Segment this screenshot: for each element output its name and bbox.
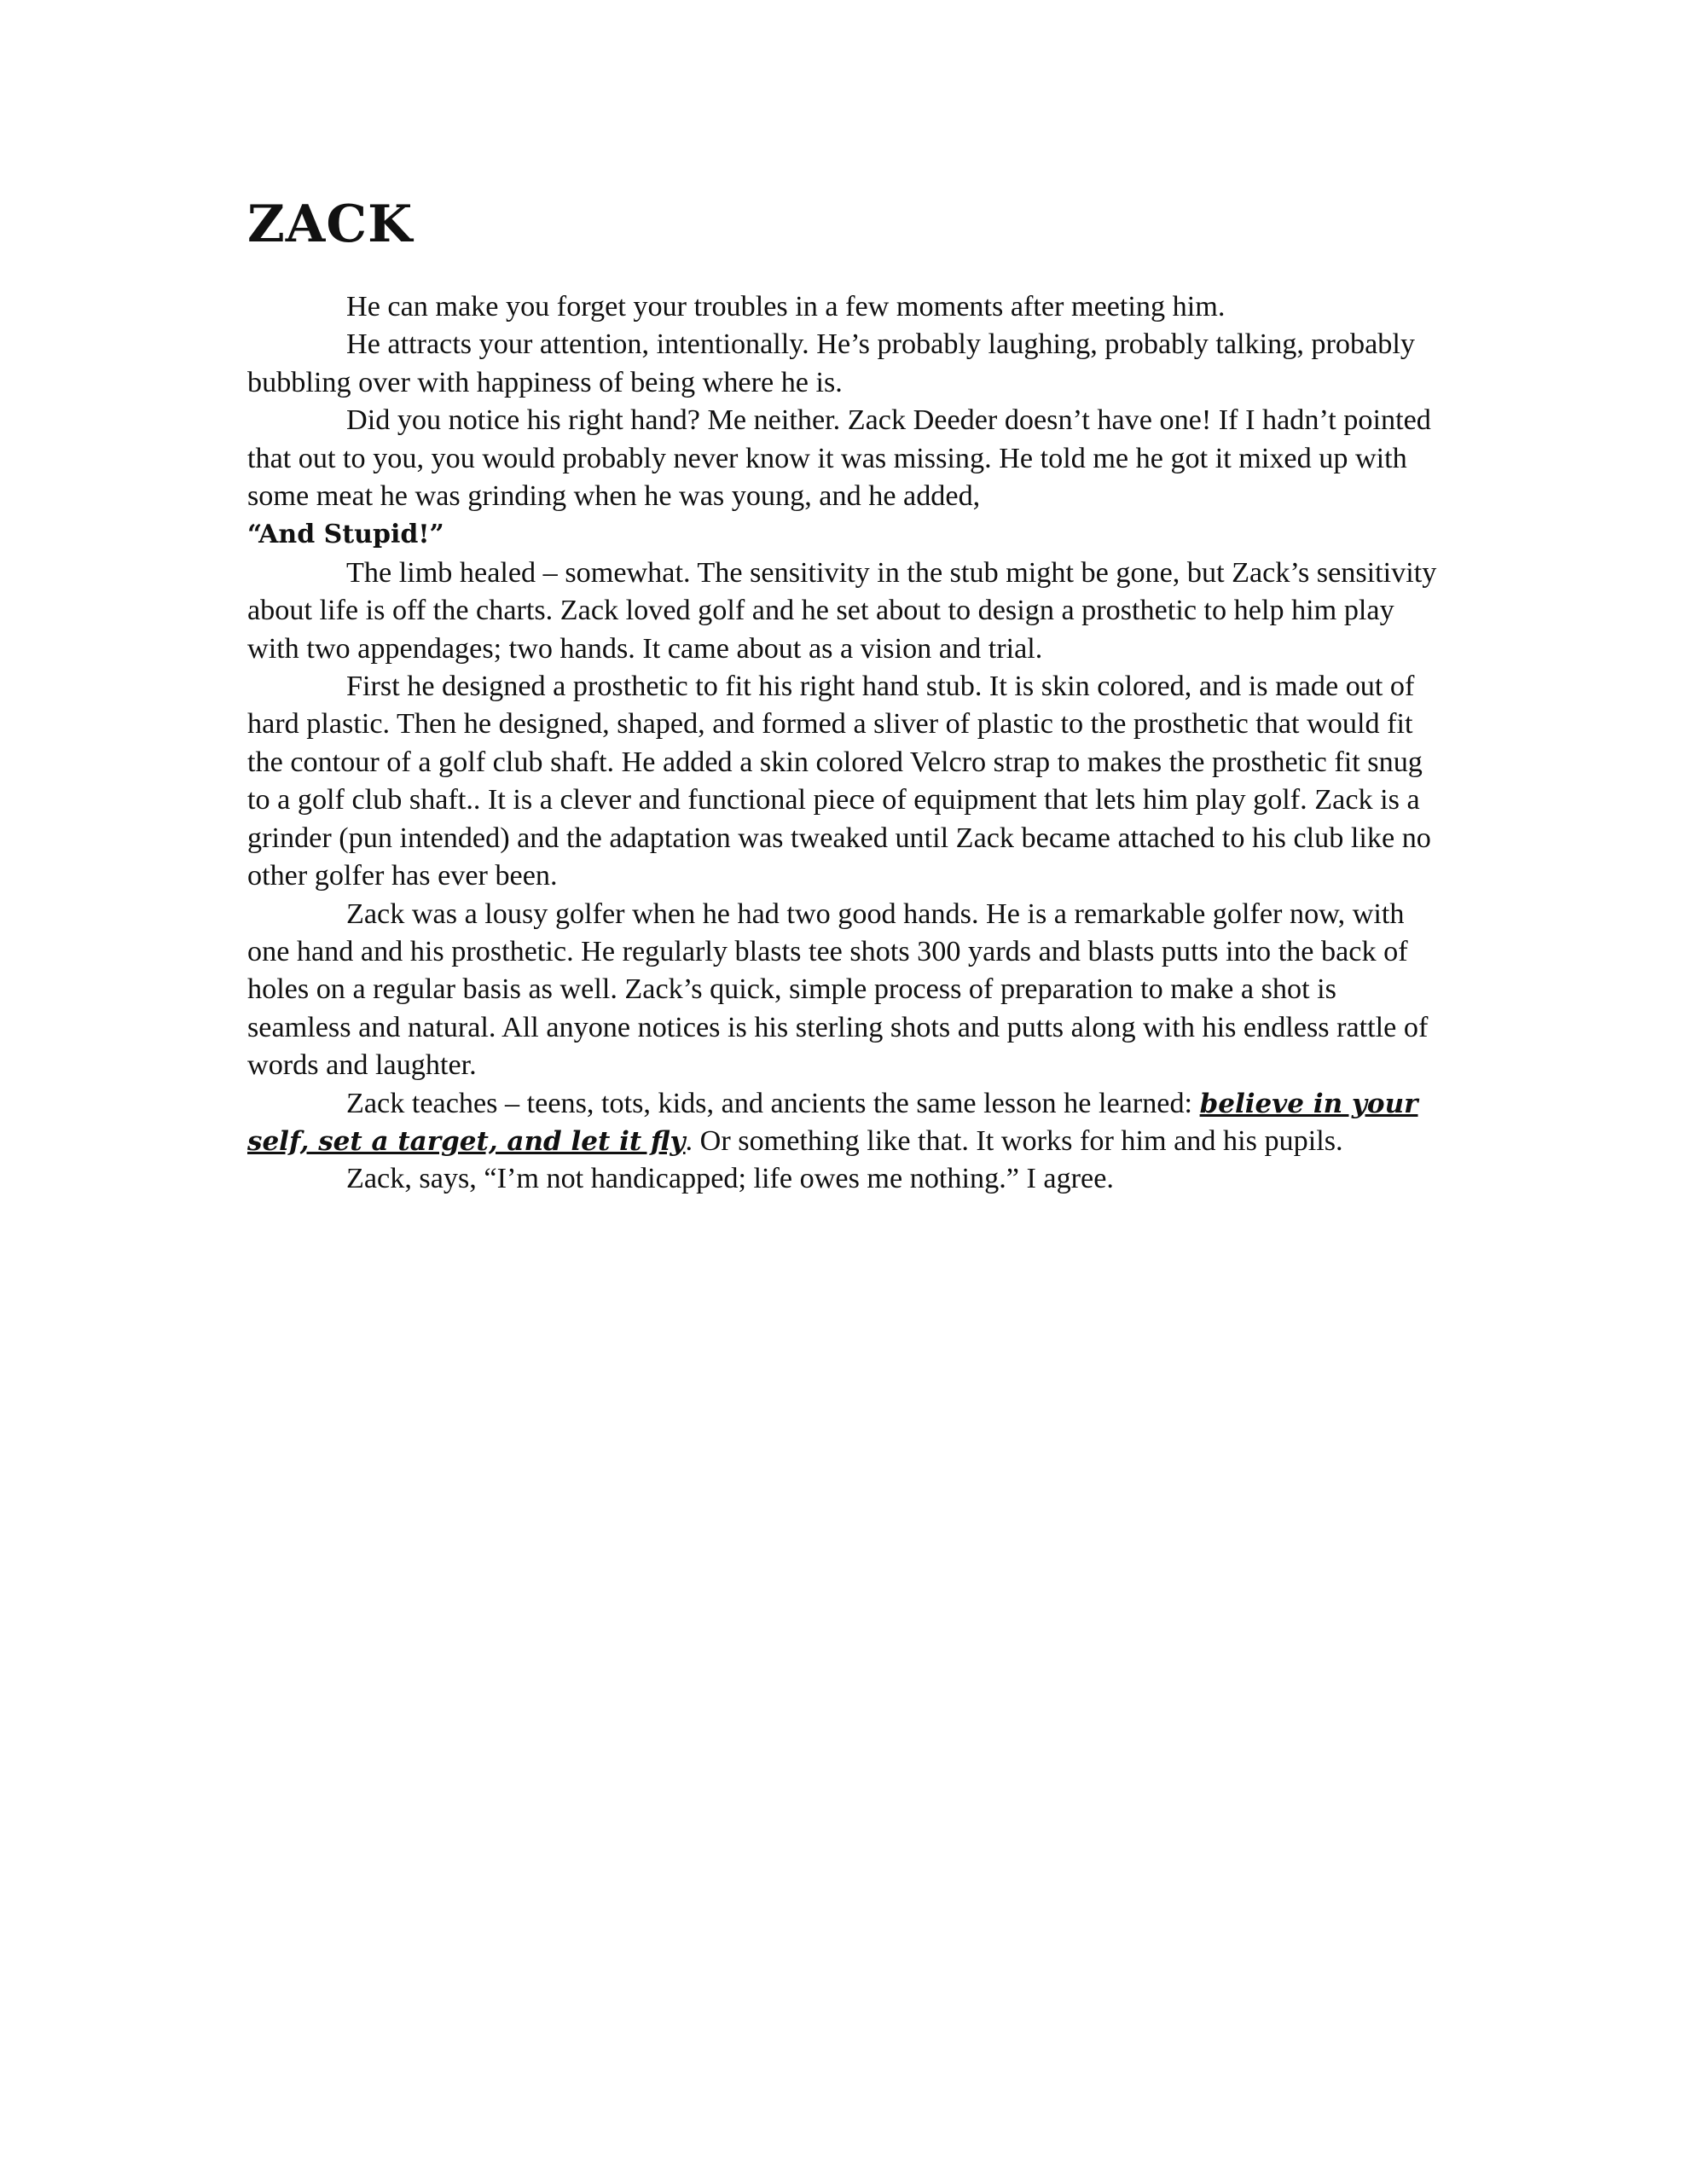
paragraph-7 <box>247 1085 1441 1161</box>
paragraph-5-text: First he designed a prosthetic to fit his right hand stub. It is skin colored, and is made out of hard plastic. Then he designed, shaped, and formed a sliver of plastic to the prosthetic that would fit the contour of a golf club shaft. He added a skin colored Velcro strap to makes the prosthetic fit snug to a golf club shaft.. It is a clever and functional piece of equipment that lets him play golf. Zack is a grinder (pun intended) and the adaptation was tweaked until Zack became attached to his club like no other golfer has ever been. <box>247 671 1431 892</box>
paragraph-6 <box>247 896 1441 1085</box>
paragraph-7-text-before: Zack teaches – teens, tots, kids, and ancients the same lesson he learned: <box>346 1087 1200 1119</box>
paragraph-3 <box>247 402 1441 555</box>
paragraph-5 <box>247 668 1441 895</box>
document-page <box>247 196 1441 1199</box>
paragraph-3-text: Did you notice his right hand? Me neither. Zack Deeder doesn’t have one! If I hadn’t pointed that out to you, you would probably never know it was missing. He told me he got it mixed up with some meat he was grinding when he was young, and he added, <box>247 404 1431 513</box>
document-body <box>247 288 1441 1199</box>
paragraph-6-text: Zack was a lousy golfer when he had two good hands. He is a remarkable golfer now, with one hand and his prosthetic. He regularly blasts tee shots 300 yards and blasts putts into the back of holes on a regular basis as well. Zack’s quick, simple process of preparation to make a shot is seamless and natural. All anyone notices is his sterling shots and putts along with his endless rattle of words and laughter. <box>247 897 1429 1082</box>
paragraph-8-text: Zack, says, “I’m not handicapped; life owes me nothing.” I agree. <box>346 1163 1114 1195</box>
lesson-emphasis: believe in your self, set a target, and let it fly <box>247 1088 1418 1157</box>
paragraph-1-text: He can make you forget your troubles in a few moments after meeting him. <box>346 291 1226 322</box>
paragraph-7-text-after: . Or something like that. It works for him and his pupils. <box>685 1124 1343 1157</box>
paragraph-2-text: He attracts your attention, intentionally. He’s probably laughing, probably talking, probably bubbling over with happiness of being where he is. <box>247 328 1415 398</box>
paragraph-4-text: The limb healed – somewhat. The sensitivity in the stub might be gone, but Zack’s sensitivity about life is off the charts. Zack loved golf and he set about to design a prosthetic to help him play with two appendages; two hands. It came about as a vision and trial. <box>247 556 1437 665</box>
paragraph-8 <box>247 1160 1441 1198</box>
paragraph-1 <box>247 288 1441 326</box>
document-title: ZACK <box>247 195 414 254</box>
paragraph-2 <box>247 326 1441 402</box>
and-stupid-quote: “And Stupid!” <box>247 520 444 550</box>
paragraph-4 <box>247 555 1441 668</box>
